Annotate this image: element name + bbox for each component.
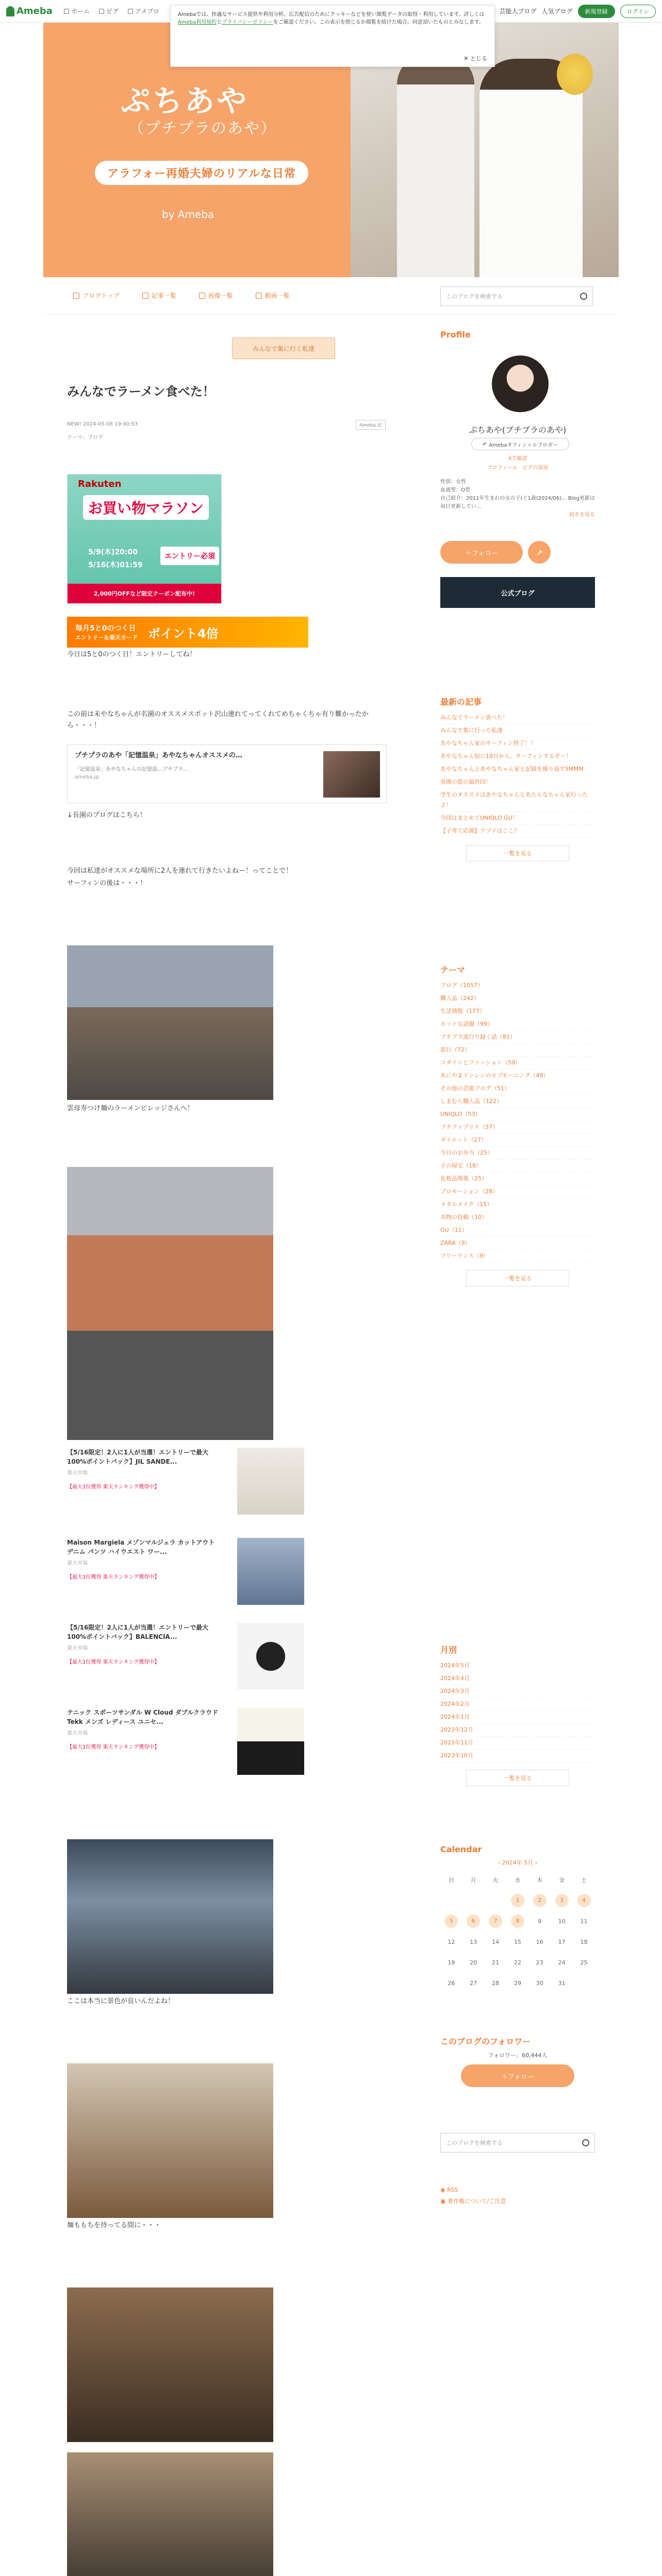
calendar-week (440, 1890, 595, 1911)
ameba-logo-icon (6, 6, 14, 16)
calendar-day[interactable] (507, 1911, 529, 1931)
theme-item[interactable]: 生活情報（177） (440, 1005, 595, 1018)
calendar-grid (440, 1870, 595, 1993)
month-item[interactable]: 2024年3月 (440, 1685, 595, 1698)
profile-link[interactable]: プロフィール (487, 465, 518, 471)
top-right (500, 5, 656, 18)
theme-item[interactable]: 子の帰宅（18） (440, 1160, 595, 1173)
theme-item[interactable]: その他の芸能ブログ（51） (440, 1082, 595, 1095)
profile-intro: 自己紹介：2011年生まれの女の子(ぐ1歳(2024/06)... Blog更新は毎日更新してい… (440, 496, 595, 510)
copyright-label: 著作権について/ご注意 (447, 2198, 506, 2205)
theme-item[interactable]: ブチファブリス（37） (440, 1121, 595, 1134)
recent-article[interactable]: 【子育て応援】アプリはここ？ (440, 825, 595, 838)
theme-item[interactable]: 美物の投稿（10） (440, 1211, 595, 1224)
month-item[interactable]: 2024年4月 (440, 1672, 595, 1685)
article-title[interactable]: みんなでラーメン食べた！ (67, 384, 215, 399)
calendar-day (573, 1973, 595, 1993)
product-item[interactable] (67, 1623, 304, 1690)
product-title: 【5/16限定！2人に1人が当選！エントリーで最大100%ポイントバック】BALENCIA... (67, 1624, 209, 1640)
product-campaign: 【最大1位獲得 楽天ランキング獲得中】 (67, 1659, 160, 1665)
ad-entry: エントリー必須 (160, 547, 219, 565)
pigg-room-link[interactable]: ピグの部屋 (522, 465, 549, 471)
calendar-day-link[interactable]: 2 (533, 1894, 547, 1907)
calendar-heading: Calendar (440, 1844, 482, 1854)
product-title: Maison Margiela メゾンマルジェラ カットアウト デニム パンツ ハイウエスト ワー... (67, 1539, 215, 1555)
month-more-button[interactable]: 一覧を見る (466, 1770, 569, 1786)
month-heading: 月別 (440, 1645, 457, 1655)
product-image (237, 1708, 304, 1775)
theme-item[interactable]: UNIQLO（53） (440, 1108, 595, 1121)
product-shop: 楽天市場 (67, 1646, 88, 1651)
month-item[interactable]: 2024年5月 (440, 1659, 595, 1672)
theme-item[interactable]: プロモーション（28） (440, 1185, 595, 1198)
weekday: 土 (581, 1877, 587, 1884)
prev-article-button[interactable]: みんなで集に行く私達 (232, 337, 335, 359)
product-image (237, 1538, 304, 1605)
list-icon (142, 293, 148, 299)
calendar-day: 18 (580, 1938, 588, 1945)
sidebar-search-input[interactable] (440, 2133, 595, 2153)
product-item[interactable] (67, 1538, 304, 1605)
cookie-text: Amebaでは、快適なサービス提供や利用分析、広告配信のためにクッキーなどを使い閲覧データの取得・利用しています。詳しくは (178, 12, 485, 18)
theme-item[interactable]: ホットな話題（99） (440, 1018, 595, 1031)
image-icon (199, 293, 205, 299)
article-text-3: ↓長園のブログはこちら！ (67, 811, 146, 819)
rakuten-logo: Rakuten (78, 479, 122, 489)
product-image (237, 1448, 304, 1515)
calendar-week (440, 1931, 595, 1952)
rss-label: RSS (447, 2187, 458, 2193)
calendar-day[interactable] (551, 1890, 573, 1911)
calendar-day (485, 1890, 507, 1911)
calendar-week (440, 1911, 595, 1931)
cookie-close-button[interactable]: ✕ とじる (464, 55, 487, 62)
calendar-day: 27 (470, 1979, 477, 1987)
calendar-day (440, 1890, 462, 1911)
calendar-day[interactable] (485, 1911, 507, 1931)
theme-item[interactable]: あにやまドンレンのセブモーニング（49） (440, 1070, 595, 1082)
followers-count: フォロワー：60,444人 (488, 2052, 548, 2059)
monthly-archive (440, 1643, 595, 1786)
calendar-week (440, 1952, 595, 1973)
weekday: 木 (537, 1877, 543, 1884)
recent-article[interactable]: みんなで集に行った私達 (440, 724, 595, 737)
link-card-title: プチプラのあや「記憶温泉」あやなちゃんオススメの… (75, 752, 242, 759)
caption-1: 雲母寿つけ麺のラーメンビレッジさんへ！ (67, 1105, 194, 1112)
calendar-day: 9 (538, 1918, 542, 1925)
topnav-ameblo[interactable]: アメブロ (128, 7, 159, 15)
followers-follow-button[interactable]: ＋フォロー (461, 2064, 574, 2087)
ad-campaign: お買い物マラソン (83, 495, 209, 520)
link-card[interactable] (67, 744, 387, 803)
calendar-day-link[interactable]: 1 (511, 1894, 524, 1907)
terms-link[interactable]: Ameba利用規約 (178, 20, 217, 25)
recent-more-button[interactable]: 一覧を見る (466, 845, 569, 861)
logo-text: Ameba (16, 6, 53, 16)
ameblo-icon (128, 9, 133, 14)
calendar-day-link[interactable]: 5 (444, 1914, 458, 1928)
profile-links (440, 454, 595, 473)
search-icon[interactable] (580, 293, 587, 300)
theme-item[interactable]: コダインとファッション（59） (440, 1057, 595, 1070)
coffee-photo[interactable] (67, 2452, 273, 2576)
theme-item[interactable]: 化粧品関係（25） (440, 1173, 595, 1185)
month-item[interactable]: 2024年2月 (440, 1698, 595, 1711)
theme-heading: テーマ (440, 965, 466, 975)
search-placeholder: このブログを検索する (446, 293, 503, 300)
calendar-month-label: 2024年 5月 (502, 1859, 534, 1866)
calendar-day: 29 (514, 1979, 521, 1987)
profile-name[interactable]: ぷちあや(プチプラのあや) (469, 425, 567, 435)
cookie-separator: と (217, 20, 222, 25)
calendar-day: 14 (492, 1938, 500, 1945)
product-campaign: 【最大1位獲得 楽天ランキング獲得中】 (67, 1574, 160, 1580)
recent-article[interactable]: あやなちゃん家のサーフィン終了！！ (440, 737, 595, 750)
calendar-day: 28 (492, 1979, 500, 1987)
topnav-pigg[interactable]: ピグ (99, 7, 119, 15)
calendar-day: 21 (492, 1959, 500, 1966)
article-tag: Ameba 記 (356, 420, 386, 430)
home-icon (64, 9, 69, 14)
shop-interior-photo[interactable] (67, 2287, 273, 2442)
calendar-day: 13 (470, 1938, 477, 1945)
article-text-4: 今回は私達がオススメな場所に2人を連れて行きたいよねー！ってことで！ (67, 867, 293, 875)
calendar-day[interactable] (440, 1911, 462, 1931)
follow-button[interactable]: ＋フォロー (440, 541, 523, 564)
group-photo-1[interactable] (67, 1167, 273, 1440)
theme-item[interactable]: しまむら購入品（122） (440, 1095, 595, 1108)
topnav-popular-blog[interactable]: 人気ブログ (541, 8, 573, 15)
top-nav (64, 7, 159, 15)
table-photo[interactable] (67, 2063, 273, 2218)
theme-more-button[interactable]: 一覧を見る (466, 1270, 569, 1286)
calendar-day: 25 (580, 1959, 588, 1966)
theme-item[interactable]: プチプラ流行り録く話（81） (440, 1031, 595, 1044)
product-image (237, 1623, 304, 1690)
cookie-close-label: とじる (470, 55, 487, 62)
calendar-day: 22 (514, 1959, 521, 1966)
followers-heading: このブログのフォロワー (440, 2037, 531, 2046)
calendar-day: 10 (558, 1918, 566, 1925)
avatar[interactable] (492, 355, 549, 412)
rss-link[interactable]: ◉ RSS (440, 2187, 458, 2193)
article-date: NEW! 2024-05-08 19:40:53 (67, 421, 138, 427)
weekday: 月 (470, 1877, 476, 1884)
nav-video-list[interactable]: 動画一覧 (256, 291, 290, 300)
calendar-day: 12 (448, 1938, 455, 1945)
calendar-day: 24 (558, 1959, 566, 1966)
theme-item[interactable]: GU（11） (440, 1224, 595, 1237)
topnav-home[interactable]: ホーム (64, 7, 90, 15)
caption-2: ここは本当に景色が良いんだよね！ (67, 1997, 175, 2005)
blog-title: ぷちあや (121, 83, 249, 118)
month-item[interactable]: 2023年11月 (440, 1737, 595, 1750)
theme-item[interactable]: 旅行（72） (440, 1044, 595, 1057)
link-card-thumbnail (323, 751, 380, 798)
theme-item[interactable]: ZARA（9） (440, 1237, 595, 1250)
article-theme[interactable]: テーマ：ブログ (67, 435, 103, 440)
blog-nav (43, 277, 619, 314)
month-item[interactable]: 2023年10月 (440, 1750, 595, 1762)
privacy-link[interactable]: プライバシーポリシー (222, 20, 273, 25)
copyright-link[interactable]: ▣ 著作権について/ご注意 (440, 2198, 506, 2205)
sidebar-footer-links (440, 2184, 506, 2207)
calendar-day-link[interactable]: 4 (577, 1894, 591, 1907)
article-text-1: 今日は5と0のつく日！エントリーしてね！ (67, 651, 196, 658)
profile-blood: 血液型：O型 (440, 487, 470, 493)
caption-3: 麺ももちを待ってる間に・・・ (67, 2222, 161, 2229)
blog-subtitle: （プチプラのあや） (128, 120, 277, 138)
calendar-day-link[interactable]: 7 (489, 1914, 502, 1928)
share-icon[interactable]: ↗ (528, 541, 551, 564)
view-photo[interactable] (67, 1839, 273, 1994)
themes (440, 963, 595, 1286)
ad-date-start: 5/9(木)20:00 (88, 548, 138, 556)
theme-item[interactable]: フリーランス（9） (440, 1250, 595, 1263)
recent-article[interactable]: みんなでラーメン食べた！ (440, 711, 595, 724)
points-ad[interactable] (67, 617, 308, 648)
nav-article-list[interactable]: 記事一覧 (142, 291, 176, 300)
profile-more-link[interactable]: 続きを見る (569, 512, 595, 518)
month-item[interactable]: 2024年1月 (440, 1711, 595, 1724)
product-shop: 楽天市場 (67, 1470, 88, 1476)
ad-coupon: 2,000円OFFなど限定クーポン配布中! (68, 584, 221, 603)
calendar-weekdays (440, 1870, 595, 1890)
theme-item[interactable]: ダイエット（27） (440, 1134, 595, 1147)
weekday: 日 (448, 1877, 454, 1884)
calendar-day: 31 (558, 1979, 566, 1987)
weekday: 金 (559, 1877, 565, 1884)
product-title: 【5/16限定！2人に1人が当選！エントリーで最大100%ポイントバック】JIL SANDE... (67, 1449, 209, 1465)
calendar-day-link[interactable]: 3 (555, 1894, 569, 1907)
link-card-source: ameba.jp (75, 774, 99, 780)
video-icon (256, 293, 262, 299)
calendar-day: 26 (448, 1979, 455, 1987)
theme-item[interactable]: ブログ（1057） (440, 979, 595, 992)
calendar-day: 11 (580, 1918, 588, 1925)
product-item[interactable] (67, 1708, 304, 1775)
recent-article[interactable]: 学生のオススメはあやなちゃんとあたらなちゃん家行ったよ！ (440, 789, 595, 812)
calendar-day (462, 1890, 485, 1911)
theme-item[interactable]: 購入品（242） (440, 992, 595, 1005)
points-ad-points: ポイント4倍 (148, 626, 219, 641)
cookie-text-2: をご確認ください。この表示を閉じるか閲覧を続けた場合、同意頂いたものとみなします。 (273, 20, 484, 25)
recent-article[interactable]: 今回はまとめてUNIQLO GU！ (440, 812, 595, 825)
rakuten-ad[interactable] (67, 474, 222, 604)
recent-article[interactable]: あやなちゃんとあやなちゃん家と記録を繰り返すSMMM (440, 763, 595, 776)
calendar-day: 23 (536, 1959, 543, 1966)
product-shop: 楽天市場 (67, 1561, 88, 1566)
login-button[interactable]: ログイン (620, 5, 656, 18)
recent-articles (440, 696, 595, 861)
article-text-5: サーフィンの後は・・・！ (67, 879, 147, 887)
calendar-week (440, 1973, 595, 1993)
groom-figure (397, 54, 474, 277)
recent-heading: 最新の記事 (440, 697, 482, 707)
recent-article[interactable]: 長園の旅の最終回！ (440, 776, 595, 789)
blog-tagline: アラフォー再婚夫婦のリアルな日常 (95, 161, 308, 185)
month-item[interactable]: 2023年12月 (440, 1724, 595, 1737)
nav-blog-top[interactable]: ブログトップ (73, 291, 120, 300)
official-badge: ✔ Amebaオフィシャルブロガー (471, 438, 569, 450)
blog-search-input[interactable] (440, 286, 593, 306)
profile-heading: Profile (440, 330, 471, 340)
x-link[interactable]: Xで確認 (508, 456, 527, 462)
article-text-2: この前は未やなちゃんが名園のオススメスポット沢山連れてってくれてめちゃくちゃ有り難かったから・・・！ (67, 710, 369, 730)
calendar-day: 15 (514, 1938, 521, 1945)
official-badge-label: Amebaオフィシャルブロガー (489, 442, 558, 448)
restaurant-exterior-photo[interactable] (67, 945, 273, 1100)
product-shop: 楽天市場 (67, 1731, 88, 1736)
product-campaign: 【最大1位獲得 楽天ランキング獲得中】 (67, 1484, 160, 1490)
points-ad-line2: エントリー＆楽天カード (75, 634, 138, 641)
link-card-desc: 「記憶温泉」あやなちゃんの記憶温…プチプラ… (75, 767, 188, 772)
calendar-day: 30 (536, 1979, 543, 1987)
theme-item[interactable]: 今日のお弁当（25） (440, 1147, 595, 1160)
calendar-day: 19 (448, 1959, 455, 1966)
calendar-day[interactable] (462, 1911, 485, 1931)
bouquet (557, 54, 593, 95)
product-title: テニック スポーツサンダル W Cloud ダブルクラウド Tekk メンズ レディース ユニセ... (67, 1709, 219, 1725)
recent-article[interactable]: あやなちゃん宿に10日から、サーフィンするぞー！ (440, 750, 595, 763)
profile-gender: 性別：女性 (440, 479, 466, 485)
weekday: 火 (492, 1877, 499, 1884)
topnav-celeb-blog[interactable]: 芸能人ブログ (499, 8, 537, 15)
search-icon[interactable] (582, 2139, 589, 2146)
cookie-banner (170, 5, 495, 67)
calendar-day: 16 (536, 1938, 543, 1945)
ad-date-end: 5/16(木)01:59 (88, 561, 143, 569)
nav-image-list[interactable]: 画像一覧 (199, 291, 233, 300)
points-ad-line1: 毎月5と0のつく日 (75, 624, 136, 633)
product-campaign: 【最大1位獲得 楽天ランキング獲得中】 (67, 1744, 160, 1750)
calendar-day[interactable] (528, 1890, 551, 1911)
home-icon (73, 293, 79, 299)
official-blog-banner[interactable]: 公式ブログ (440, 577, 595, 608)
calendar-day[interactable] (507, 1890, 529, 1911)
calendar (440, 1844, 595, 1993)
calendar-day-link[interactable]: 8 (511, 1914, 524, 1928)
pigg-icon (99, 9, 104, 14)
calendar-day: 17 (558, 1938, 566, 1945)
profile-detail (440, 478, 595, 519)
ameba-logo[interactable] (6, 6, 53, 16)
theme-item[interactable]: メタルメイク（15） (440, 1198, 595, 1211)
calendar-day[interactable] (573, 1890, 595, 1911)
calendar-day: 20 (470, 1959, 477, 1966)
calendar-day-link[interactable]: 6 (467, 1914, 480, 1928)
product-item[interactable] (67, 1448, 304, 1515)
sidebar-search-placeholder: このブログを検索する (446, 2140, 503, 2146)
calendar-month: ‹ 2024年 5月 › (498, 1859, 538, 1866)
weekday: 水 (515, 1877, 521, 1884)
signup-button[interactable]: 新規登録 (578, 5, 615, 18)
by-ameba: by Ameba (162, 208, 214, 221)
followers (440, 2035, 595, 2087)
